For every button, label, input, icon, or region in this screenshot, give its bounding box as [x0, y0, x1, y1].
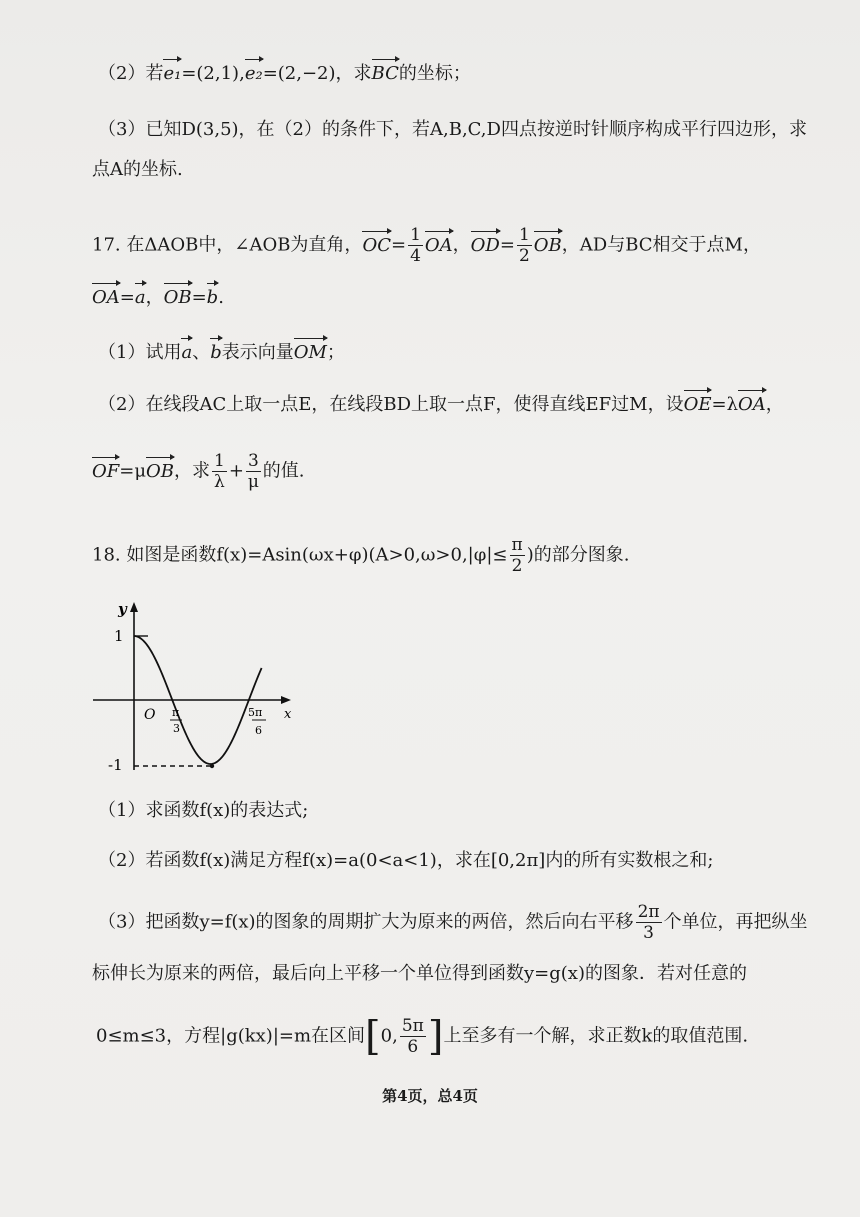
- function-graph: [88, 598, 298, 778]
- q18-part1: （1）求函数f(x)的表达式;: [98, 800, 309, 821]
- tick-pi3-num: π: [172, 706, 180, 719]
- q17-defs: OA=a，OB=b.: [92, 287, 224, 308]
- page-footer: 第4页，总4页: [382, 1087, 478, 1105]
- y-label: y: [118, 600, 127, 618]
- q16-part3: （3）已知D(3,5)，在（2）的条件下，若A,B,C,D四点按逆时针顺序构成平行四边形，求: [98, 119, 807, 140]
- q17-stem: 17. 在ΔAOB中，∠AOB为直角，OC= $\frac{1}{4}$ OA，OD= $\frac{1}{2}$ OB，AD与BC相交于点M，: [92, 225, 761, 266]
- q18-stem: 18. 如图是函数f(x)=Asin(ωx+φ)(A>0,ω>0,|φ|≤ $\frac{\pi}{2}$ )的部分图象.: [92, 535, 630, 576]
- q18-part3-line2: 标伸长为原来的两倍，最后向上平移一个单位得到函数y=g(x)的图象．若对任意的: [92, 963, 747, 984]
- tick-5pi6-den: 6: [255, 724, 262, 737]
- q16-part3-cont: 点A的坐标.: [92, 159, 183, 180]
- origin-label: O: [144, 707, 156, 723]
- tick-5pi6-num: 5π: [248, 706, 263, 719]
- x-axis-arrow-icon: [281, 696, 291, 704]
- tick-pi3-den: 3: [173, 722, 180, 735]
- y-axis-arrow-icon: [130, 602, 138, 612]
- q17-part2-cont: OF=μOB，求 $\frac{1}{\lambda}$ + $\frac{3}{\mu}$ 的值.: [92, 451, 305, 492]
- q16-part2: （2）若e₁=(2,1),e₂=(2,−2)，求BC的坐标；: [98, 63, 471, 84]
- y-top-label: 1: [114, 627, 124, 645]
- y-bot-label: -1: [108, 756, 123, 774]
- q18-part2: （2）若函数f(x)满足方程f(x)=a(0<a<1)，求在[0,2π]内的所有实数根之和;: [98, 850, 714, 871]
- q17-part2: （2）在线段AC上取一点E，在线段BD上取一点F，使得直线EF过M，设OE=λOA，: [98, 394, 784, 415]
- q17-part1: （1）试用a、b表示向量OM；: [98, 342, 345, 363]
- x-label: x: [284, 707, 292, 722]
- q18-part3: （3）把函数y=f(x)的图象的周期扩大为原来的两倍，然后向右平移 $\frac{2\pi}{3}$ 个单位，再把纵坐: [98, 902, 808, 943]
- q18-part3-line3: 0≤m≤3，方程|g(kx)|=m在区间[0, $\frac{5\pi}{6}$ ]上至多有一个解，求正数k的取值范围.: [96, 1013, 749, 1060]
